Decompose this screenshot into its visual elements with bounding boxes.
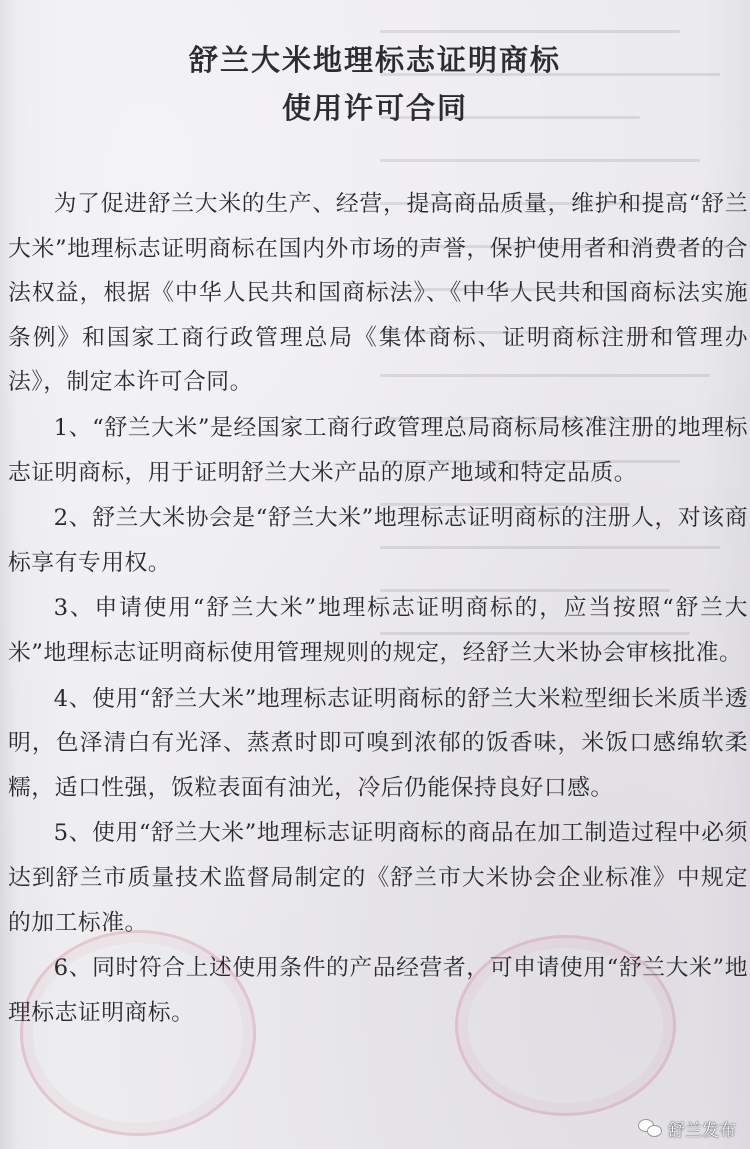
watermark-text: 舒兰发布 xyxy=(668,1120,736,1141)
paragraph-clause-6: 6、同时符合上述使用条件的产品经营者，可申请使用“舒兰大米”地理标志证明商标。 xyxy=(8,955,748,1026)
paragraph-clause-5: 5、使用“舒兰大米”地理标志证明商标的商品在加工制造过程中必须达到舒兰市质量技术监督局制定的《舒兰市大米协会企业标准》中规定的加工标准。 xyxy=(8,820,748,936)
document-title: 舒兰大米地理标志证明商标 xyxy=(188,43,561,77)
source-watermark xyxy=(638,1115,736,1141)
paragraph-preamble: 为了促进舒兰大米的生产、经营，提高商品质量，维护和提高“舒兰大米”地理标志证明商标在国内外市场的声誉，保护使用者和消费者的合法权益，根据《中华人民共和国商标法》、《中华人民共和国商标法实施条例》和国家工商行政管理总局《集体商标、证明商标注册和管理办法》，制定本许可合同。 xyxy=(8,191,748,396)
wechat-icon xyxy=(638,1118,662,1138)
paragraph-clause-4: 4、使用“舒兰大米”地理标志证明商标的舒兰大米粒型细长米质半透明，色泽清白有光泽、蒸煮时即可嗅到浓郁的饭香味，米饭口感绵软柔糯，适口性强，饭粒表面有油光，冷后仍能保持良好口感。 xyxy=(8,685,748,801)
paragraph-clause-3: 3、申请使用“舒兰大米”地理标志证明商标的，应当按照“舒兰大米”地理标志证明商标使用管理规则的规定，经舒兰大米协会审核批准。 xyxy=(8,595,748,666)
paragraph-clause-1: 1、“舒兰大米”是经国家工商行政管理总局商标局核准注册的地理标志证明商标，用于证明舒兰大米产品的原产地域和特定品质。 xyxy=(8,414,748,486)
paragraph-clause-2: 2、舒兰大米协会是“舒兰大米”地理标志证明商标的注册人，对该商标享有专用权。 xyxy=(8,505,748,576)
document-body xyxy=(8,182,748,1036)
document-subtitle: 使用许可合同 xyxy=(281,91,468,125)
